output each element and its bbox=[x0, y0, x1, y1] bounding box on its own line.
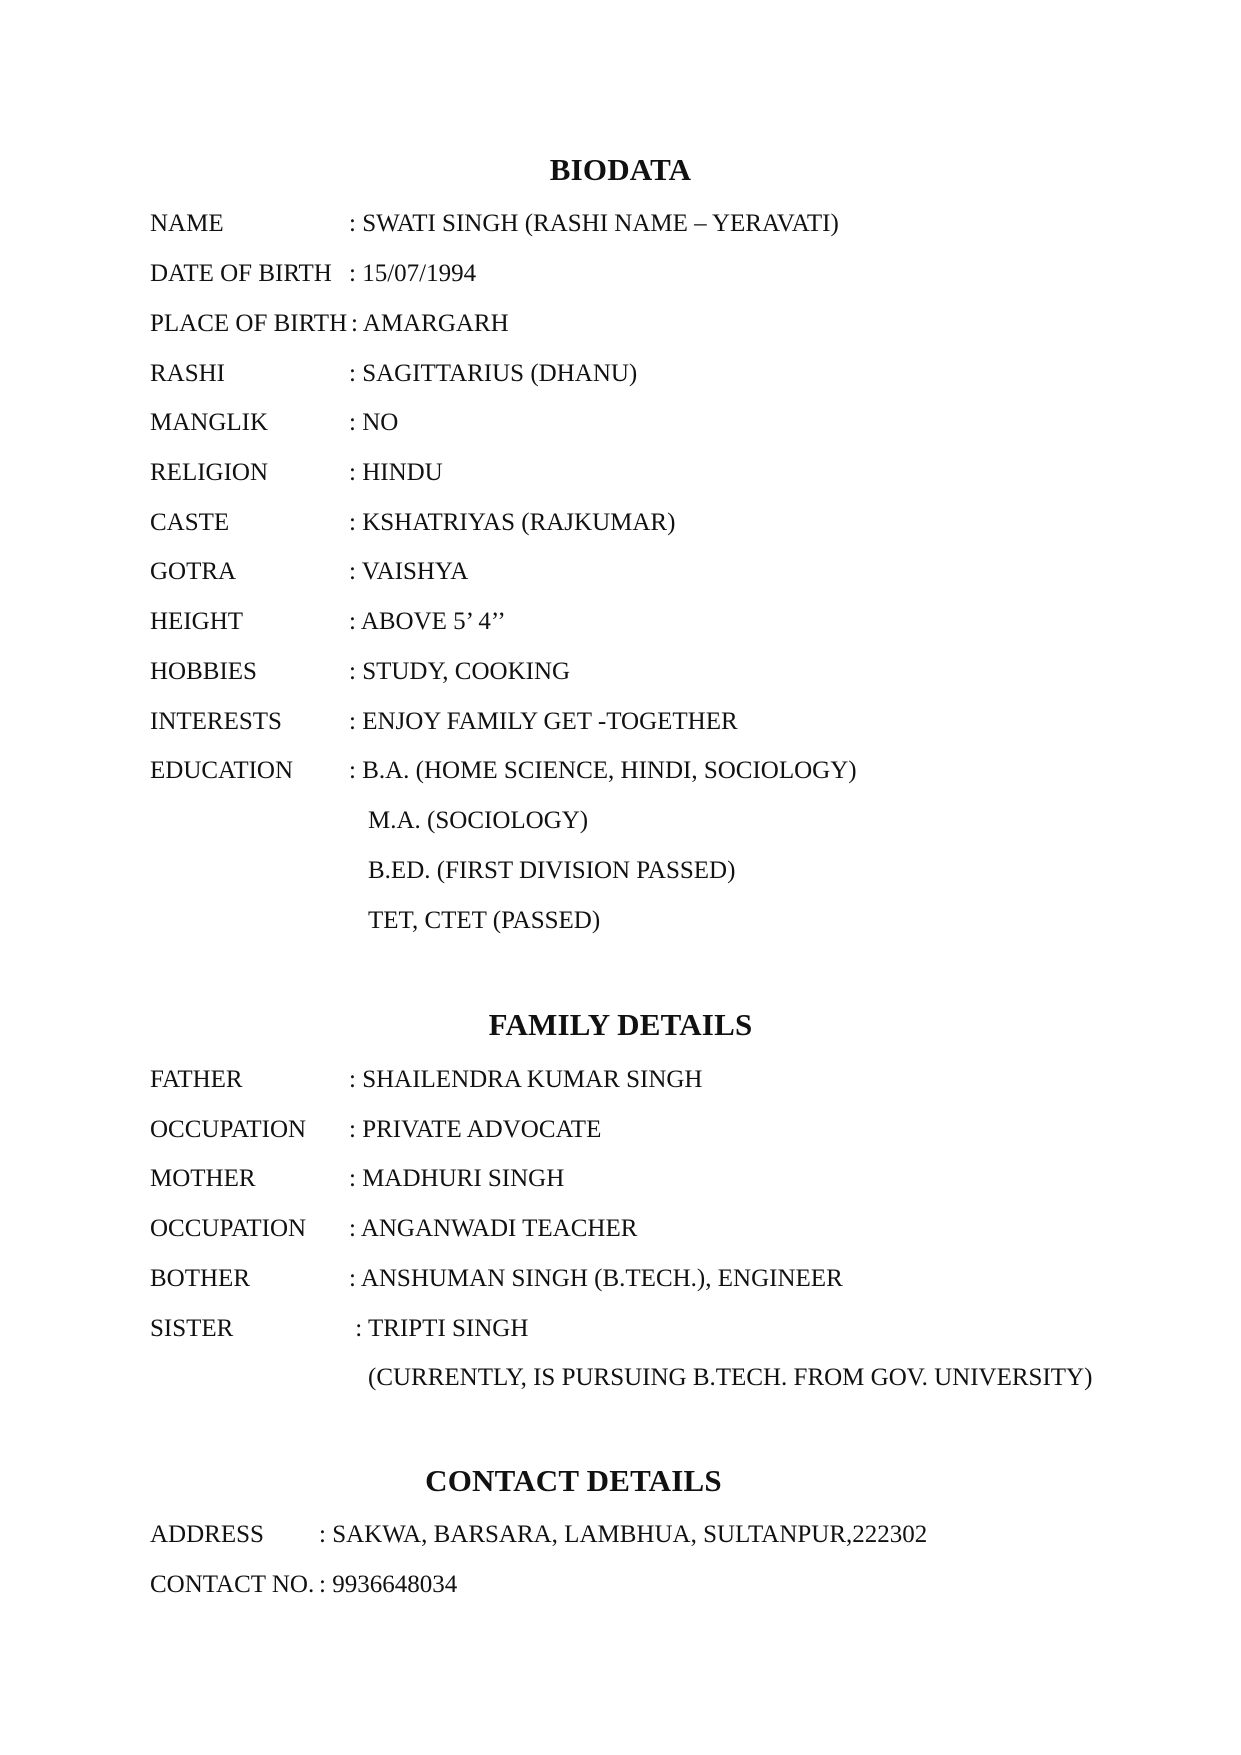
row-label: RELIGION bbox=[150, 459, 269, 486]
row-value: : ANSHUMAN SINGH (B.TECH.), ENGINEER bbox=[349, 1265, 843, 1292]
row-mother bbox=[150, 1164, 565, 1194]
row-caste bbox=[150, 508, 676, 538]
row-mother-occupation bbox=[150, 1214, 638, 1244]
contact-heading: CONTACT DETAILS bbox=[425, 1463, 722, 1498]
family-heading: FAMILY DETAILS bbox=[488, 1007, 753, 1042]
row-date-of-birth bbox=[150, 259, 477, 289]
row-interests bbox=[150, 707, 738, 737]
row-value: : TRIPTI SINGH bbox=[349, 1315, 529, 1342]
row-name bbox=[150, 209, 839, 239]
education-line: B.ED. (FIRST DIVISION PASSED) bbox=[368, 857, 736, 884]
row-value: : B.A. (HOME SCIENCE, HINDI, SOCIOLOGY) bbox=[349, 757, 857, 784]
biodata-heading: BIODATA bbox=[549, 152, 692, 187]
sister-note: (CURRENTLY, IS PURSUING B.TECH. FROM GOV. UNIVERSITY) bbox=[368, 1364, 1093, 1391]
row-label: MOTHER bbox=[150, 1165, 256, 1192]
row-label: GOTRA bbox=[150, 558, 237, 585]
row-height bbox=[150, 607, 506, 637]
row-label: BOTHER bbox=[150, 1265, 250, 1292]
row-value: : SHAILENDRA KUMAR SINGH bbox=[349, 1066, 703, 1093]
row-label: MANGLIK bbox=[150, 409, 269, 436]
row-gotra bbox=[150, 557, 469, 587]
row-value: : ENJOY FAMILY GET -TOGETHER bbox=[349, 708, 738, 735]
row-place-of-birth bbox=[150, 309, 509, 339]
row-label: DATE OF BIRTH bbox=[150, 260, 332, 287]
row-rashi bbox=[150, 359, 638, 389]
row-value: : 15/07/1994 bbox=[349, 260, 477, 287]
row-manglik bbox=[150, 408, 399, 438]
row-value: : ABOVE 5’ 4’’ bbox=[349, 608, 506, 635]
row-value: : AMARGARH bbox=[351, 310, 509, 337]
row-value: : SAGITTARIUS (DHANU) bbox=[349, 360, 638, 387]
row-value: : ANGANWADI TEACHER bbox=[349, 1215, 638, 1242]
row-value: : HINDU bbox=[349, 459, 443, 486]
row-value: : STUDY, COOKING bbox=[349, 658, 571, 685]
row-label: CONTACT NO. bbox=[150, 1571, 315, 1598]
row-label: NAME bbox=[150, 210, 224, 237]
row-value: : MADHURI SINGH bbox=[349, 1165, 565, 1192]
phone-number: : 9936648034 bbox=[319, 1571, 458, 1598]
row-value: : SAKWA, BARSARA, LAMBHUA, SULTANPUR,222302 bbox=[319, 1521, 928, 1548]
row-hobbies bbox=[150, 657, 571, 687]
row-label: PLACE OF BIRTH bbox=[150, 310, 348, 337]
row-address bbox=[150, 1520, 928, 1550]
row-value: : KSHATRIYAS (RAJKUMAR) bbox=[349, 509, 676, 536]
row-label: EDUCATION bbox=[150, 757, 294, 784]
row-label: SISTER bbox=[150, 1315, 234, 1342]
row-value: : NO bbox=[349, 409, 399, 436]
row-label: CASTE bbox=[150, 509, 230, 536]
row-value: : PRIVATE ADVOCATE bbox=[349, 1116, 602, 1143]
row-father-occupation bbox=[150, 1115, 602, 1145]
education-line: TET, CTET (PASSED) bbox=[368, 907, 601, 934]
row-label: HOBBIES bbox=[150, 658, 257, 685]
row-label: RASHI bbox=[150, 360, 226, 387]
row-value: : SWATI SINGH (RASHI NAME – YERAVATI) bbox=[349, 210, 839, 237]
row-education bbox=[150, 756, 857, 786]
row-label: ADDRESS bbox=[150, 1521, 264, 1548]
row-label: INTERESTS bbox=[150, 708, 282, 735]
row-value: : VAISHYA bbox=[349, 558, 469, 585]
row-label: OCCUPATION bbox=[150, 1116, 307, 1143]
row-brother bbox=[150, 1264, 843, 1294]
row-label: OCCUPATION bbox=[150, 1215, 307, 1242]
row-contact-number bbox=[150, 1570, 458, 1600]
row-father bbox=[150, 1065, 703, 1095]
row-religion bbox=[150, 458, 443, 488]
row-label: FATHER bbox=[150, 1066, 243, 1093]
row-sister bbox=[150, 1314, 529, 1344]
row-label: HEIGHT bbox=[150, 608, 244, 635]
education-line: M.A. (SOCIOLOGY) bbox=[368, 807, 589, 834]
